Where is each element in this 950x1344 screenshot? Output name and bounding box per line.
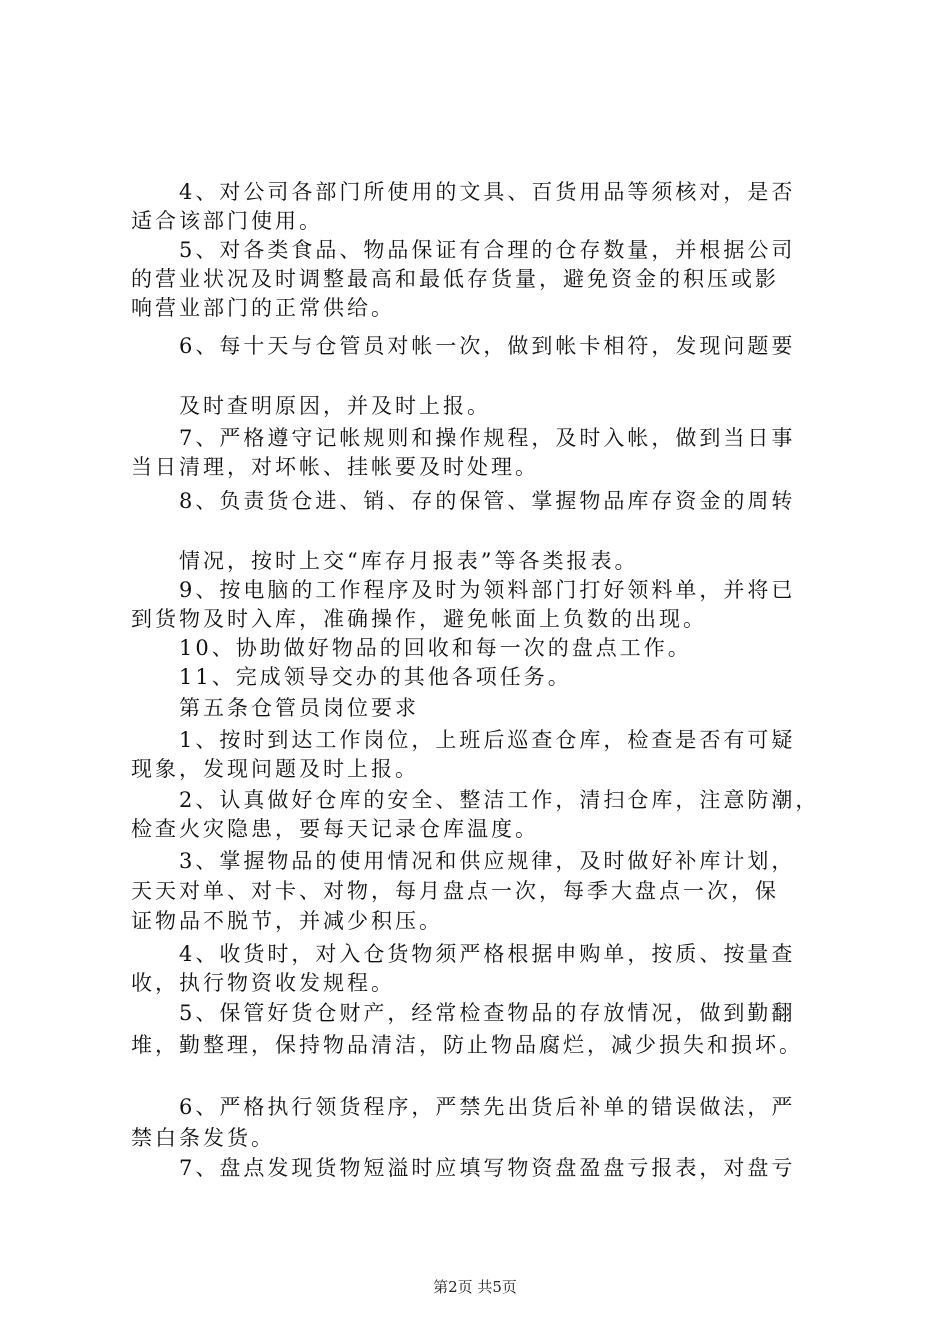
- text-line: 证物品不脱节，并减少积压。: [131, 909, 443, 933]
- text-line: 7、严格遵守记帐规则和操作规程，及时入帐，做到当日事: [131, 426, 796, 450]
- text-line: 4、收货时，对入仓货物须严格根据申购单，按质、按量查: [131, 942, 796, 966]
- section-heading: 第五条仓管员岗位要求: [131, 696, 419, 720]
- text-line: 8、负责货仓进、销、存的保管、掌握物品库存资金的周转: [131, 489, 796, 513]
- text-line: 检查火灾隐患，要每天记录仓库温度。: [131, 817, 539, 841]
- text-line: 收，执行物资收发规程。: [131, 971, 395, 995]
- text-line: 适合该部门使用。: [131, 209, 323, 233]
- text-line: 2、认真做好仓库的安全、整洁工作，清扫仓库，注意防潮，: [131, 788, 820, 812]
- text-line: 6、严格执行领货程序，严禁先出货后补单的错误做法，严: [131, 1095, 796, 1119]
- text-line: 10、协助做好物品的回收和每一次的盘点工作。: [131, 636, 692, 660]
- text-line: 天天对单、对卡、对物，每月盘点一次，每季大盘点一次，保: [131, 879, 779, 903]
- text-line: 1、按时到达工作岗位，上班后巡查仓库，检查是否有可疑: [131, 728, 796, 752]
- text-line: 禁白条发货。: [131, 1126, 275, 1150]
- text-line: 11、完成领导交办的其他各项任务。: [131, 665, 572, 689]
- text-line: 现象，发现问题及时上报。: [131, 757, 419, 781]
- text-line: 4、对公司各部门所使用的文具、百货用品等须核对，是否: [131, 180, 796, 204]
- text-line: 7、盘点发现货物短溢时应填写物资盘盈盘亏报表，对盘亏: [131, 1156, 796, 1180]
- text-line: 5、对各类食品、物品保证有合理的仓存数量，并根据公司: [131, 238, 796, 262]
- text-line: 当日清理，对坏帐、挂帐要及时处理。: [131, 455, 539, 479]
- text-line: 6、每十天与仓管员对帐一次，做到帐卡相符，发现问题要: [131, 334, 796, 358]
- text-line: 到货物及时入库，准确操作，避免帐面上负数的出现。: [131, 607, 707, 631]
- text-line: 响营业部门的正常供给。: [131, 296, 395, 320]
- text-line: 5、保管好货仓财产，经常检查物品的存放情况，做到勤翻: [131, 1001, 796, 1025]
- text-line: 情况，按时上交“库存月报表”等各类报表。: [131, 549, 639, 573]
- text-line: 的营业状况及时调整最高和最低存货量，避免资金的积压或影: [131, 267, 779, 291]
- text-line: 堆，勤整理，保持物品清洁，防止物品腐烂，减少损失和损坏。: [131, 1033, 803, 1057]
- text-line: 及时查明原因，并及时上报。: [131, 394, 491, 418]
- page-footer: 第2页 共5页: [433, 1278, 517, 1296]
- text-line: 9、按电脑的工作程序及时为领料部门打好领料单，并将已: [131, 578, 796, 602]
- text-line: 3、掌握物品的使用情况和供应规律，及时做好补库计划，: [131, 849, 796, 873]
